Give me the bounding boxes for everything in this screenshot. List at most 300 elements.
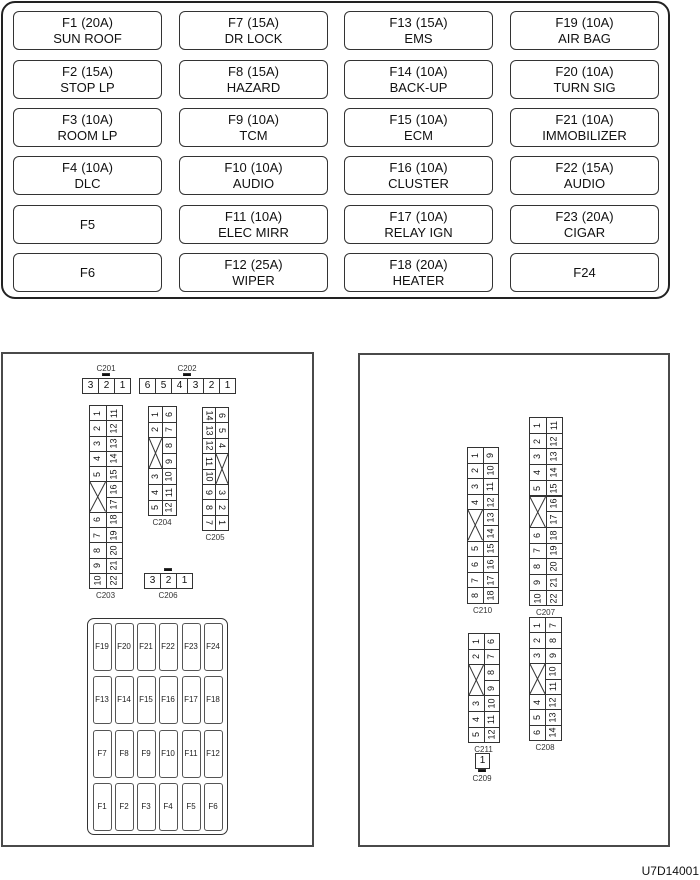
fuse-number: F8 (228, 63, 244, 79)
connector-pin (468, 711, 485, 728)
fuse-heading (228, 15, 279, 31)
pin-number: 5 (469, 546, 480, 552)
pin-number: 17 (485, 575, 496, 586)
pin-number: 13 (485, 512, 496, 523)
pin-number: 10 (163, 471, 174, 482)
fuse-circuit: CLUSTER (388, 175, 449, 191)
connector-pin (203, 378, 220, 394)
fuse-cell (344, 205, 493, 244)
blocked-cavity (467, 509, 484, 541)
connector-pin (529, 417, 547, 434)
connector-pin (483, 463, 500, 480)
fuse-heading (389, 160, 447, 176)
pin-number: 13 (548, 451, 559, 462)
pin-number: 1 (532, 422, 543, 428)
fuse-cell (13, 11, 162, 50)
pin-number: 5 (532, 485, 543, 491)
pin-number: 16 (548, 498, 559, 509)
pin-number: 13 (108, 438, 119, 449)
fuse-cell (510, 11, 659, 50)
fuse-circuit: DLC (74, 175, 101, 191)
connector-c205 (202, 407, 228, 543)
connector-pin (160, 573, 177, 589)
connector-pin (106, 481, 124, 497)
connector-pin (187, 378, 204, 394)
fuse-cell (344, 108, 493, 147)
fuse-circuit: TURN SIG (553, 79, 616, 95)
mini-fuse-slot: F21 (137, 623, 156, 671)
connector-pin (484, 711, 501, 728)
pin-number: 14 (485, 528, 496, 539)
mini-fuse-slot: F7 (93, 730, 112, 778)
fuse-number: F13 (389, 14, 412, 30)
pin-number: 10 (532, 593, 543, 604)
pin-number: 1 (149, 411, 160, 417)
pin-number: 16 (108, 484, 119, 495)
connector-pin (529, 527, 547, 544)
pin-number: 21 (108, 560, 119, 571)
connector-pin (202, 438, 216, 454)
mini-fuse-slot: F16 (159, 676, 178, 724)
pin-number: 1 (470, 638, 481, 644)
pin-number: 16 (485, 559, 496, 570)
connector-pin (546, 574, 564, 591)
pin-number: 11 (486, 714, 497, 724)
fuse-circuit: DR LOCK (224, 30, 283, 46)
connector-c204 (148, 406, 176, 528)
fuse-rating: (10A) (81, 159, 113, 175)
connector-pin (467, 587, 484, 604)
pin-number: 2 (149, 427, 160, 433)
fuse-circuit: HEATER (392, 272, 445, 288)
connector-pin (89, 420, 107, 436)
fuse-number: F10 (224, 159, 247, 175)
fuse-number: F16 (389, 159, 412, 175)
connector-pin (215, 484, 229, 500)
pin-number: 12 (163, 502, 174, 513)
connector-label: C203 (95, 591, 116, 600)
connector-pin (529, 694, 546, 710)
blocked-cavity (529, 496, 547, 528)
fuse-heading (62, 160, 113, 176)
connector-pin (89, 542, 107, 558)
blocked-cavity (89, 481, 107, 513)
fuse-heading (555, 64, 613, 80)
pin-number: 20 (108, 545, 119, 556)
connector-label: C208 (535, 743, 555, 753)
mini-fuse-slot: F22 (159, 623, 178, 671)
connector-pin (467, 478, 484, 495)
connector-label: C201 (96, 364, 116, 373)
fuse-rating: (10A) (250, 208, 283, 224)
connector-pin (483, 572, 500, 589)
pin-number: 2 (92, 425, 103, 431)
fuse-cell (510, 108, 659, 147)
pin-number: 13 (547, 712, 558, 723)
fuse-number: F1 (62, 14, 78, 30)
fuse-circuit: BACK-UP (389, 79, 448, 95)
connector-latch-icon (102, 373, 110, 376)
fuse-rating: (20A) (581, 208, 614, 224)
pin-number: 3 (470, 701, 481, 707)
connector-pin (545, 679, 562, 695)
pin-number: 15 (548, 483, 559, 494)
pin-number: 17 (108, 499, 119, 510)
connector-pin (529, 574, 547, 591)
fuse-cell (179, 156, 328, 195)
fuse-rating: (15A) (415, 14, 448, 30)
fuse-circuit: RELAY IGN (384, 224, 453, 240)
connector-pin (546, 464, 564, 481)
connector-pin (484, 664, 501, 681)
connector-pin (529, 558, 547, 575)
fuse-cell (13, 205, 162, 244)
connector-pin (106, 451, 124, 467)
cross-mark-icon (149, 438, 162, 468)
pin-number: 4 (176, 380, 183, 391)
pin-number: 3 (469, 483, 480, 489)
pin-number: 3 (149, 474, 160, 480)
connector-pin (89, 436, 107, 452)
fuse-number: F11 (224, 208, 247, 224)
pin-number: 6 (144, 380, 151, 391)
pin-number: 17 (548, 514, 559, 525)
connector-pin (89, 512, 107, 528)
connector-pin (155, 378, 172, 394)
connector-label: C209 (472, 774, 492, 783)
connector-pin (468, 727, 485, 744)
fuse-heading (62, 64, 113, 80)
connector-latch-icon (183, 373, 191, 376)
pin-number: 15 (108, 469, 119, 480)
connector-pin (144, 573, 161, 589)
mini-fuse-slot: F19 (93, 623, 112, 671)
fuse-rating: (15A) (81, 63, 113, 79)
connector-pin (467, 541, 484, 558)
pin-number: 14 (108, 453, 119, 464)
connector-c209 (472, 753, 492, 783)
pin-number: 1 (217, 520, 228, 526)
connector-label: C205 (205, 533, 225, 543)
connector-c203 (89, 405, 122, 600)
pin-number: 5 (531, 715, 542, 721)
connector-pin (545, 663, 562, 679)
pin-number: 7 (532, 548, 543, 554)
connector-pin (545, 632, 562, 648)
pin-number: 9 (485, 452, 496, 458)
connector-pin (546, 590, 564, 607)
fuse-cell (344, 60, 493, 99)
pin-number: 1 (92, 410, 103, 416)
fuse-circuit: CIGAR (563, 224, 606, 240)
pin-number: 8 (92, 547, 103, 553)
fuse-cell (344, 253, 493, 292)
pin-number: 11 (108, 408, 119, 418)
connector-pin (148, 422, 163, 439)
pin-number: 9 (532, 579, 543, 585)
connector-pin (106, 497, 124, 513)
fuse-cell (179, 205, 328, 244)
connector-pin (89, 573, 107, 589)
connector-label: C202 (177, 364, 197, 373)
connector-c201 (82, 364, 130, 393)
connector-pin (546, 448, 564, 465)
pin-number: 6 (532, 532, 543, 538)
connector-pin (529, 433, 547, 450)
fuse-rating: (10A) (415, 111, 448, 127)
pin-number: 8 (547, 638, 558, 644)
connector-pin (106, 527, 124, 543)
fuse-rating: (10A) (581, 63, 614, 79)
fuse-circuit: IMMOBILIZER (542, 127, 627, 143)
connector-pin (529, 709, 546, 725)
connector-pin (545, 694, 562, 710)
fuse-cell (13, 156, 162, 195)
cross-mark-icon (530, 664, 545, 694)
connector-pin (106, 512, 124, 528)
pin-number: 1 (181, 575, 188, 586)
cross-mark-icon (468, 510, 483, 540)
pin-number: 4 (531, 699, 542, 705)
pin-number: 14 (548, 467, 559, 478)
pin-number: 5 (149, 505, 160, 511)
pin-number: 20 (548, 561, 559, 572)
pin-number: 6 (217, 412, 228, 418)
connector-pin (484, 649, 501, 666)
pin-number: 3 (92, 441, 103, 447)
connector-pin (89, 527, 107, 543)
connector-pin (483, 587, 500, 604)
fuse-circuit: SUN ROOF (53, 30, 122, 46)
fuse-circuit: STOP LP (60, 79, 115, 95)
pin-number: 14 (204, 410, 215, 421)
fuse-rating: (15A) (581, 159, 614, 175)
fuse-rating: (10A) (581, 111, 614, 127)
blocked-cavity (468, 664, 485, 696)
pin-number: 12 (548, 436, 559, 447)
mini-fuse-slot: F24 (204, 623, 223, 671)
pin-number: 2 (470, 654, 481, 660)
pin-number: 2 (165, 575, 172, 586)
pin-number: 1 (531, 622, 542, 628)
pin-number: 15 (485, 543, 496, 554)
fuse-heading (555, 112, 613, 128)
fuse-rating: (15A) (247, 14, 279, 30)
pin-number: 12 (108, 423, 119, 434)
connector-pin (162, 453, 177, 470)
fuse-rating: (25A) (250, 256, 283, 272)
cross-mark-icon (90, 482, 106, 512)
fuse-circuit: AUDIO (232, 175, 275, 191)
mini-fuse-slot: F15 (137, 676, 156, 724)
pin-number: 19 (548, 545, 559, 556)
connector-pin (215, 407, 229, 423)
connector-pin (162, 422, 177, 439)
connector-pin (483, 556, 500, 573)
pin-number: 5 (470, 732, 481, 738)
mini-fuse-slot: F10 (159, 730, 178, 778)
pin-number: 3 (87, 380, 94, 391)
connector-pin (215, 499, 229, 515)
connector-c208 (529, 617, 561, 753)
mini-fuse-slot: F1 (93, 783, 112, 831)
fuse-circuit: AUDIO (563, 175, 606, 191)
connector-pin (546, 480, 564, 497)
pin-number: 6 (92, 517, 103, 523)
fuse-heading (80, 265, 95, 281)
mini-fuse-slot: F18 (204, 676, 223, 724)
fuse-heading (228, 112, 279, 128)
connector-pin (202, 484, 216, 500)
fuse-rating: (10A) (415, 159, 448, 175)
fuse-cell (13, 253, 162, 292)
connector-pin (89, 451, 107, 467)
fuse-cell (179, 253, 328, 292)
pin-number: 2 (532, 438, 543, 444)
connector-c207 (529, 417, 562, 618)
pin-number: 3 (149, 575, 156, 586)
connector-pin (98, 378, 115, 394)
connector-pin (483, 509, 500, 526)
pin-number: 12 (204, 440, 215, 451)
fuse-heading (573, 265, 595, 281)
fuse-number: F5 (79, 216, 96, 232)
pin-number: 8 (532, 564, 543, 570)
pin-number: 5 (92, 471, 103, 477)
fuse-rating: (15A) (247, 63, 279, 79)
mini-fuse-slot: F20 (115, 623, 134, 671)
cross-mark-icon (469, 665, 484, 695)
fuse-heading (224, 160, 282, 176)
fuse-heading (389, 257, 447, 273)
fuse-heading (224, 257, 282, 273)
mini-fuse-slot: F2 (115, 783, 134, 831)
connector-pin (468, 649, 485, 666)
fuse-cell (510, 156, 659, 195)
fuse-heading (555, 160, 613, 176)
fuse-heading (389, 112, 447, 128)
pin-number: 4 (217, 443, 228, 449)
pin-number: 2 (103, 380, 110, 391)
pin-number: 7 (204, 520, 215, 526)
fuse-circuit: ELEC MIRR (218, 224, 289, 240)
connector-pin (106, 466, 124, 482)
connector-pin (148, 406, 163, 423)
connector-pin (546, 511, 564, 528)
pin-number: 8 (486, 669, 497, 675)
connector-pin (106, 542, 124, 558)
fuse-number: F7 (228, 14, 244, 30)
blocked-cavity (529, 663, 546, 695)
connector-pin (546, 417, 564, 434)
mini-fuse-slot: F12 (204, 730, 223, 778)
fuse-heading (389, 64, 447, 80)
connector-pin (475, 753, 490, 769)
connector-pin (467, 556, 484, 573)
pin-number: 4 (92, 456, 103, 462)
connector-pin (529, 448, 547, 465)
connector-pin (215, 438, 229, 454)
pin-number: 2 (217, 505, 228, 511)
fuse-number: F22 (555, 159, 578, 175)
pin-number: 7 (547, 622, 558, 628)
fuse-heading (389, 209, 447, 225)
connector-pin (483, 447, 500, 464)
connector-pin (483, 478, 500, 495)
fuse-rating: (10A) (581, 14, 614, 30)
pin-number: 4 (469, 499, 480, 505)
fuse-number: F17 (389, 208, 412, 224)
connector-label: C206 (158, 591, 178, 600)
fuse-number: F24 (573, 264, 596, 280)
fuse-number: F15 (389, 111, 412, 127)
pin-number: 3 (217, 489, 228, 495)
fuse-rating: (20A) (415, 256, 448, 272)
fuse-cell (179, 60, 328, 99)
pin-number: 11 (548, 420, 559, 431)
connector-pin (89, 466, 107, 482)
pin-number: 8 (204, 505, 215, 511)
connector-pin (202, 499, 216, 515)
pin-number: 2 (531, 638, 542, 644)
fuse-cell (344, 156, 493, 195)
connector-pin (545, 709, 562, 725)
fuse-number: F19 (555, 14, 578, 30)
connector-pin (106, 420, 124, 436)
pin-number: 18 (485, 590, 496, 601)
connector-c211 (468, 633, 499, 755)
connector-pin (89, 405, 107, 421)
connector-pin (215, 422, 229, 438)
connector-pin (171, 378, 188, 394)
fuse-number: F18 (389, 256, 412, 272)
mini-fuse-slot: F17 (182, 676, 201, 724)
connector-pin (162, 468, 177, 485)
fuse-circuit: EMS (404, 30, 433, 46)
connector-pin (546, 433, 564, 450)
fuse-cell (179, 11, 328, 50)
mini-fuse-slot: F6 (204, 783, 223, 831)
pin-number: 1 (224, 380, 231, 391)
pin-number: 8 (469, 593, 480, 599)
fuse-number: F21 (555, 111, 578, 127)
fuse-cell (13, 108, 162, 147)
connector-pin (546, 543, 564, 560)
connector-pin (484, 727, 501, 744)
cross-mark-icon (530, 497, 546, 527)
fuse-number: F23 (555, 208, 578, 224)
connector-pin (162, 437, 177, 454)
pin-number: 1 (479, 755, 486, 766)
pin-number: 3 (531, 653, 542, 659)
pin-number: 13 (204, 425, 215, 436)
pin-number: 11 (204, 456, 215, 467)
mini-fuse-block (87, 618, 228, 835)
pin-number: 10 (486, 698, 497, 709)
mini-fuse-slot: F11 (182, 730, 201, 778)
connector-pin (202, 453, 216, 469)
connector-pin (176, 573, 193, 589)
connector-pin (148, 500, 163, 517)
connector-pin (467, 572, 484, 589)
mini-fuse-slot: F23 (182, 623, 201, 671)
connector-pin (529, 480, 547, 497)
pin-number: 6 (469, 561, 480, 567)
connector-c210 (467, 447, 498, 615)
pin-number: 9 (92, 563, 103, 569)
connector-pin (202, 469, 216, 485)
connector-pin (529, 543, 547, 560)
